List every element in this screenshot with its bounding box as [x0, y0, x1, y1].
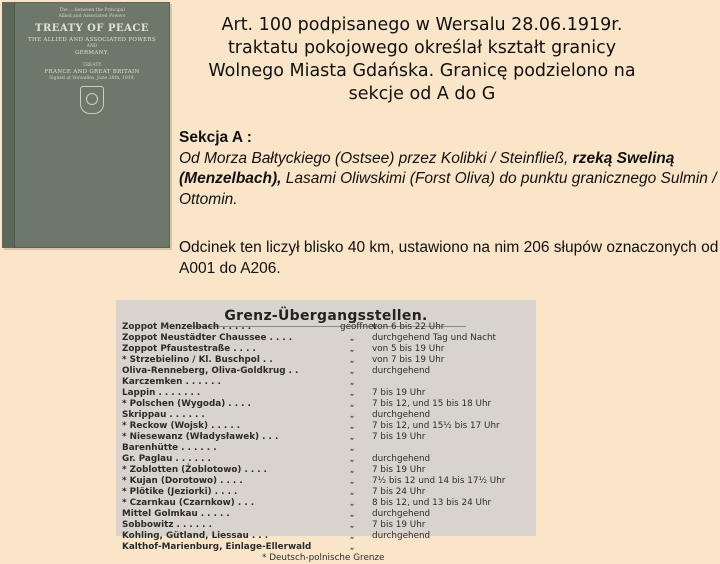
crossing-place: Zoppot Menzelbach . . . . .	[122, 322, 252, 332]
crossing-hours: durchgehend	[372, 366, 431, 376]
crossing-hours: 7 bis 12, und 15½ bis 17 Uhr	[372, 421, 500, 431]
table-row	[122, 377, 532, 388]
crossing-status: „	[349, 377, 355, 387]
table-row	[122, 421, 532, 432]
crossing-hours: von 5 bis 19 Uhr	[372, 344, 445, 354]
crossing-hours: durchgehend	[372, 454, 431, 464]
scan-title: Grenz-Übergangsstellen.	[186, 308, 466, 327]
crossing-status: „	[349, 487, 355, 497]
table-row	[122, 498, 532, 509]
crossing-place: Mittel Golmkau . . . . .	[122, 509, 230, 519]
table-row	[122, 344, 532, 355]
section-title: Sekcja A :	[179, 129, 252, 146]
crossing-hours: 7 bis 19 Uhr	[372, 520, 426, 530]
crossing-place: * Strzebielino / Kl. Buschpol . .	[122, 355, 273, 365]
crossing-place: * Niesewanz (Władysławek) . . .	[122, 432, 279, 442]
crossing-place: Skrippau . . . . . .	[122, 410, 205, 420]
segment-note: Odcinek ten liczył blisko 40 km, ustawiono na nim 206 słupów oznaczonych od A001 do A206.	[179, 239, 719, 277]
crossing-hours: von 7 bis 19 Uhr	[372, 355, 445, 365]
crossing-hours: 7 bis 19 Uhr	[372, 432, 426, 442]
crossing-status: geöffnet	[340, 322, 377, 332]
table-row	[122, 322, 532, 333]
crossing-hours: 8 bis 12, und 13 bis 24 Uhr	[372, 498, 492, 508]
crossing-hours: 7 bis 24 Uhr	[372, 487, 426, 497]
crossing-status: „	[349, 355, 355, 365]
table-row	[122, 410, 532, 421]
crossing-place: Kohling, Gütland, Liessau . . .	[122, 531, 269, 541]
crossing-place: * Zoblotten (Żoblotowo) . . . .	[122, 465, 267, 475]
table-row	[122, 399, 532, 410]
crossing-status: „	[349, 333, 355, 343]
crossing-hours: von 6 bis 22 Uhr	[372, 322, 445, 332]
table-row	[122, 465, 532, 476]
crossing-status: „	[349, 399, 355, 409]
table-row	[122, 509, 532, 520]
border-crossings-scan	[116, 300, 536, 563]
book-line-3: THE ALLIED AND ASSOCIATED POWERS	[28, 37, 156, 43]
crossing-status: „	[349, 542, 355, 552]
crossing-status: „	[349, 509, 355, 519]
crossing-status: „	[349, 465, 355, 475]
table-row	[122, 355, 532, 366]
table-row	[122, 443, 532, 454]
heading-line-3: Wolnego Miasta Gdańska. Granicę podzielono na	[208, 61, 636, 81]
crossing-status: „	[349, 520, 355, 530]
section-a-block	[179, 128, 719, 210]
crossing-status: „	[349, 498, 355, 508]
crossing-hours: durchgehend	[372, 410, 431, 420]
table-row	[122, 454, 532, 465]
table-row	[122, 520, 532, 531]
heading-line-4: sekcje od A do G	[348, 84, 496, 104]
crossing-status: „	[349, 476, 355, 486]
crossing-place: * Polschen (Wygoda) . . . .	[122, 399, 251, 409]
crossing-place: Lappin . . . . . . .	[122, 388, 201, 398]
table-row	[122, 333, 532, 344]
crossing-place: * Czarnkau (Czarnkow) . . .	[122, 498, 255, 508]
crossing-place: * Plötike (Jeziorki) . . . .	[122, 487, 238, 497]
book-line-6: TREATY	[82, 63, 102, 68]
royal-crest-icon	[80, 86, 104, 114]
crossing-place: Kalthof-Marienburg, Einlage-Ellerwald	[122, 542, 312, 552]
crossing-place: * Kujan (Dorotowo) . . . .	[122, 476, 243, 486]
table-row	[122, 487, 532, 498]
treaty-book-cover	[2, 2, 170, 248]
crossing-status: „	[349, 366, 355, 376]
table-row	[122, 531, 532, 542]
table-row	[122, 366, 532, 377]
section-text-river: rzeką Sweliną (Menzelbach),	[179, 149, 675, 187]
crossing-place: Karczemken . . . . . .	[122, 377, 221, 387]
book-line-1: The ... between the Principal	[59, 8, 125, 13]
crossing-status: „	[349, 344, 355, 354]
crossing-hours: durchgehend	[372, 531, 431, 541]
book-cover-text	[20, 8, 164, 242]
book-line-2: Allied and Associated Powers	[58, 14, 126, 19]
crossing-status: „	[349, 531, 355, 541]
crossings-table	[122, 322, 532, 564]
crossing-hours: durchgehend Tag und Nacht	[372, 333, 496, 343]
crossing-status: „	[349, 432, 355, 442]
book-line-4: AND	[86, 44, 98, 49]
crossing-status: „	[349, 410, 355, 420]
section-text-1: Od Morza Bałtyckiego (Ostsee) przez Kolibki / Steinfließ,	[179, 149, 573, 167]
crossing-status: „	[349, 388, 355, 398]
table-row	[122, 432, 532, 443]
crossing-hours: 7½ bis 12 und 14 bis 17½ Uhr	[372, 476, 506, 486]
crossing-hours: durchgehend	[372, 509, 431, 519]
book-line-7: FRANCE AND GREAT BRITAIN	[44, 69, 140, 75]
book-title: TREATY OF PEACE	[35, 23, 149, 34]
heading-line-1: Art. 100 podpisanego w Wersalu 28.06.1919r.	[221, 15, 623, 35]
crossing-place: Zoppot Pfaustestraße . . . .	[122, 344, 256, 354]
book-line-5: GERMANY.	[74, 50, 110, 56]
crossing-place: * Reckow (Wojsk) . . . . .	[122, 421, 241, 431]
crossing-place: Zoppot Neustädter Chaussee . . . .	[122, 333, 293, 343]
crossing-place: Sobbowitz . . . . . .	[122, 520, 212, 530]
table-row	[122, 476, 532, 487]
crossing-place: Oliva-Renneberg, Oliva-Goldkrug . .	[122, 366, 299, 376]
crossing-hours: 7 bis 12, und 15 bis 18 Uhr	[372, 399, 492, 409]
crossing-hours: 7 bis 19 Uhr	[372, 465, 426, 475]
crossing-status: „	[349, 443, 355, 453]
crossing-place: Barenhütte . . . . . .	[122, 443, 217, 453]
table-row	[122, 388, 532, 399]
book-line-8: Signed at Versailles, June 28th, 1919.	[49, 76, 135, 81]
section-description	[179, 149, 719, 211]
crossing-hours: 7 bis 19 Uhr	[372, 388, 426, 398]
table-row	[122, 542, 532, 553]
book-spine	[2, 2, 15, 248]
scan-footnote: * Deutsch-polnische Grenze	[262, 553, 385, 563]
crossing-place: Gr. Paglau . . . . . .	[122, 454, 211, 464]
crossing-status: „	[349, 454, 355, 464]
heading-line-2: traktatu pokojowego określał kształt granicy	[227, 38, 617, 58]
section-text-3: Lasami Oliwskimi (Forst Oliva) do punktu granicznego Sulmin / Ottomin.	[179, 170, 717, 208]
crossing-status: „	[349, 421, 355, 431]
slide-heading	[184, 14, 660, 106]
